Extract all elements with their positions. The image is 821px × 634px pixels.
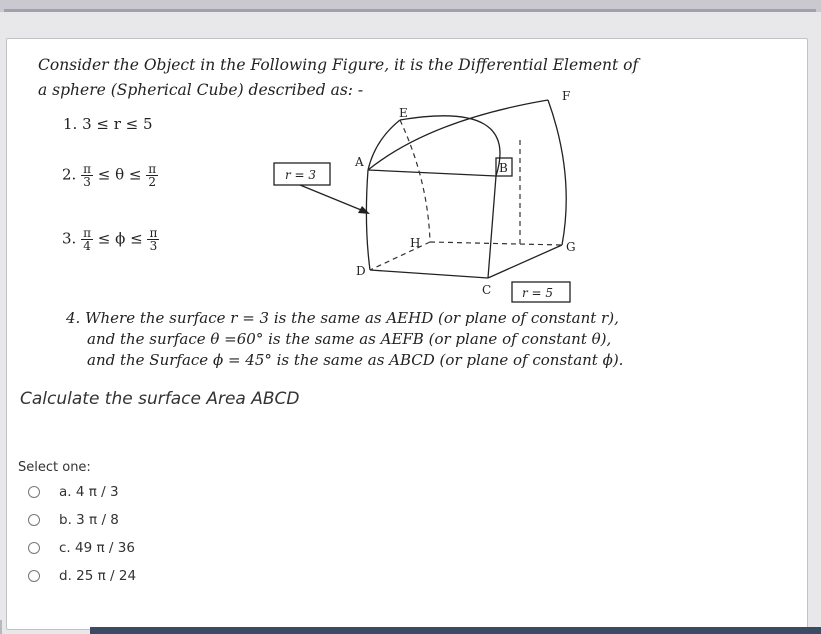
theta-lower-fraction: $\frac{\pi}{3}$ xyxy=(83,162,91,189)
option-b[interactable] xyxy=(28,509,119,531)
option-d[interactable] xyxy=(28,565,136,587)
dashed-H-D xyxy=(370,242,430,270)
r3-arrow-head xyxy=(358,206,370,214)
desc-line1: 4. Where the surface r = 3 is the same as AEHD (or plane of constant r), xyxy=(66,309,619,327)
label-F: F xyxy=(562,89,571,103)
phi-upper-fraction: $\frac{\pi}{3}$ xyxy=(149,226,158,253)
condition-theta-number: 2. xyxy=(62,165,77,184)
option-a[interactable] xyxy=(28,481,119,503)
select-one-label: Select one: xyxy=(18,460,91,475)
r3-arrow-line xyxy=(300,185,366,212)
question-intro-line1: Consider the Object in the Following Figure, it is the Differential Element of xyxy=(38,56,639,74)
desc-line3: and the Surface ϕ = 45° is the same as ABCD (or plane of constant ϕ). xyxy=(87,351,624,369)
question-intro-line2: a sphere (Spherical Cube) described as: - xyxy=(38,81,364,99)
radio-option-a[interactable] xyxy=(28,486,40,498)
label-B: B xyxy=(499,161,508,175)
line-C-G xyxy=(488,245,562,278)
option-a-label: a. 4 π / 3 xyxy=(59,484,119,500)
bottom-taskbar-strip xyxy=(90,627,821,634)
label-H: H xyxy=(410,236,421,250)
bottom-left-edge xyxy=(0,620,20,634)
label-r5: r = 5 xyxy=(522,286,554,300)
surface-description xyxy=(66,308,623,371)
condition-r: 1. 3 ≤ r ≤ 5 xyxy=(63,115,153,133)
curve-F-G xyxy=(548,100,566,245)
radio-option-d[interactable] xyxy=(28,570,40,582)
label-G: G xyxy=(566,240,576,254)
dashed-H-G xyxy=(430,242,562,245)
label-A: A xyxy=(355,155,364,169)
dashed-E-H xyxy=(400,120,430,242)
radio-option-b[interactable] xyxy=(28,514,40,526)
curve-A-F xyxy=(368,100,548,170)
phi-inequality: ≤ ϕ ≤ xyxy=(97,229,143,248)
line-A-B xyxy=(368,170,496,176)
label-E: E xyxy=(399,106,408,120)
line-B-C xyxy=(488,176,496,278)
curve-A-D xyxy=(366,170,370,270)
option-c[interactable] xyxy=(28,537,135,559)
theta-inequality: ≤ θ ≤ xyxy=(97,165,142,184)
condition-phi-number: 3. xyxy=(62,229,77,248)
option-c-label: c. 49 π / 36 xyxy=(59,540,135,556)
label-r3: r = 3 xyxy=(285,168,317,182)
line-D-C xyxy=(370,270,488,278)
label-C: C xyxy=(482,283,492,297)
desc-line2: and the surface θ =60° is the same as AEFB (or plane of constant θ), xyxy=(87,330,612,348)
curve-A-E xyxy=(368,120,400,170)
option-d-label: d. 25 π / 24 xyxy=(59,568,137,584)
option-b-label: b. 3 π / 8 xyxy=(59,512,119,528)
phi-lower-fraction: $\frac{\pi}{4}$ xyxy=(83,226,91,253)
theta-upper-fraction: $\frac{\pi}{2}$ xyxy=(148,162,157,189)
radio-option-c[interactable] xyxy=(28,542,40,554)
label-D: D xyxy=(356,264,366,278)
calculate-prompt: Calculate the surface Area ABCD xyxy=(20,389,300,409)
